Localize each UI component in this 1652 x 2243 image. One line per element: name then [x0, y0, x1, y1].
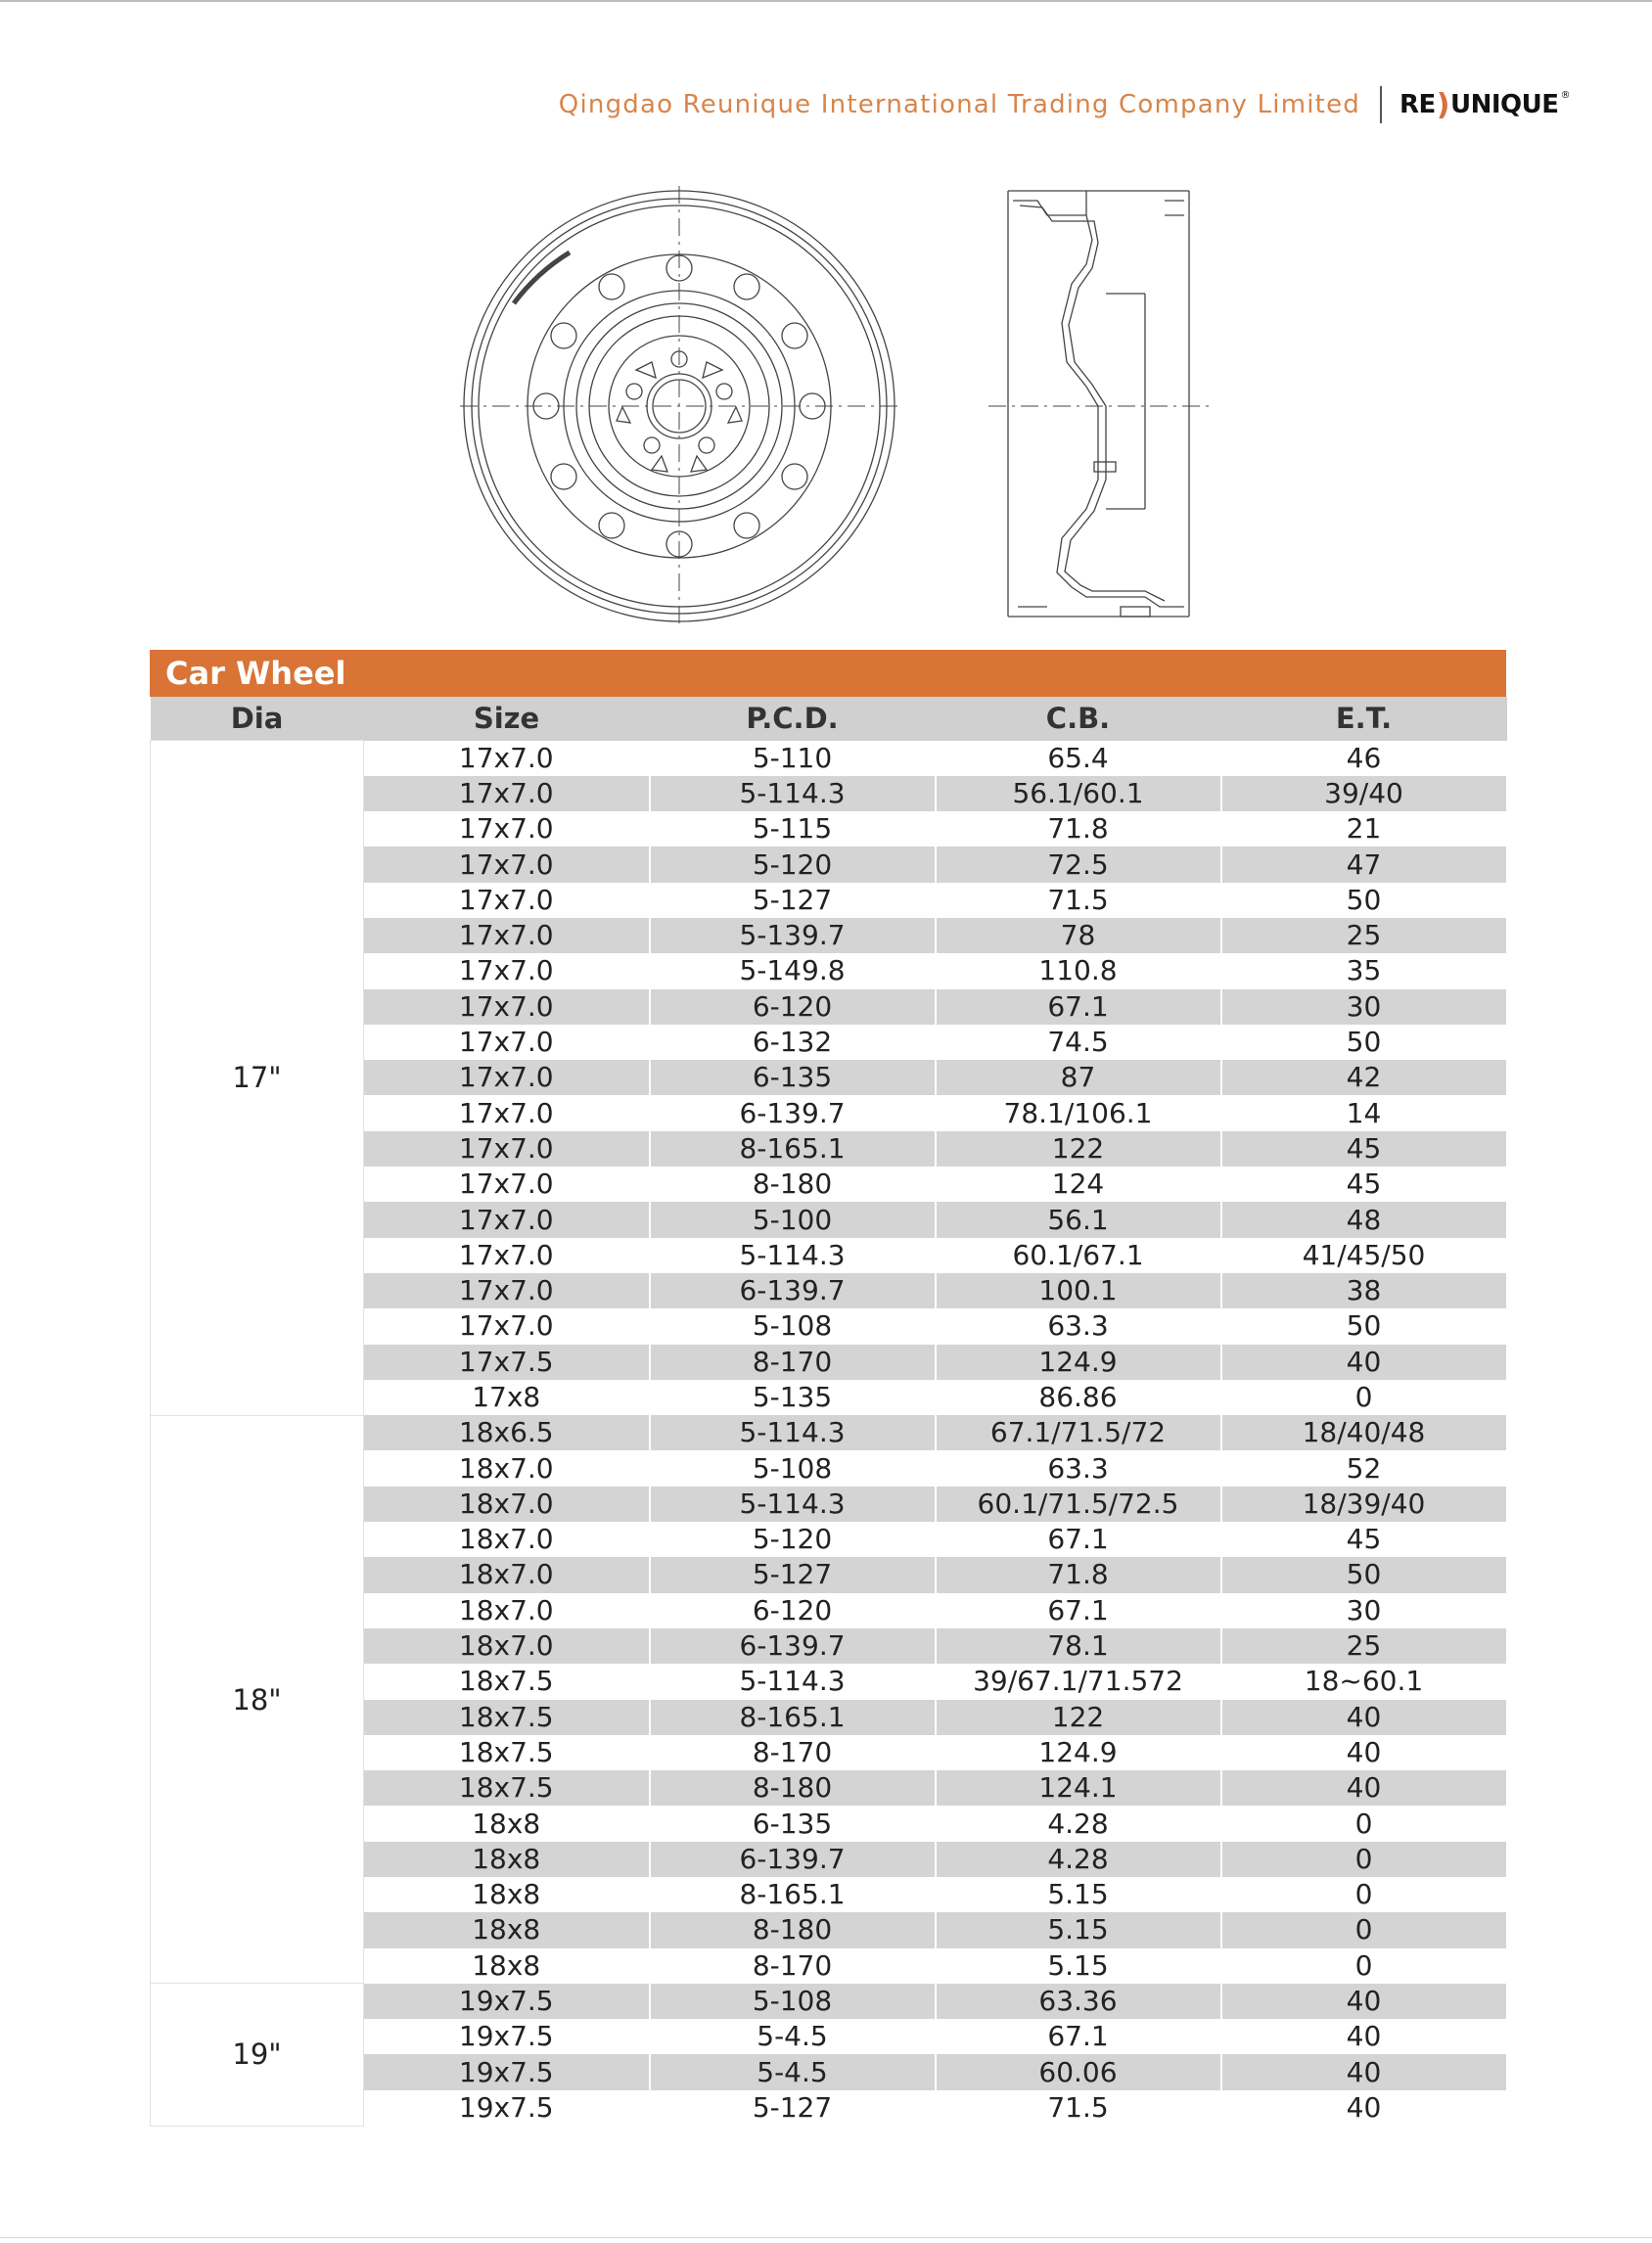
et-cell: 40 [1221, 1984, 1507, 2019]
pcd-cell: 5-120 [650, 1522, 936, 1557]
cb-cell: 4.28 [936, 1842, 1221, 1877]
size-cell: 18x8 [364, 1842, 650, 1877]
pcd-cell: 5-127 [650, 883, 936, 918]
et-cell: 0 [1221, 1912, 1507, 1947]
cb-cell: 5.15 [936, 1877, 1221, 1912]
pcd-cell: 6-139.7 [650, 1842, 936, 1877]
et-cell: 35 [1221, 953, 1507, 988]
size-cell: 19x7.5 [364, 2019, 650, 2054]
et-cell: 50 [1221, 883, 1507, 918]
size-cell: 17x7.5 [364, 1345, 650, 1380]
cb-cell: 122 [936, 1131, 1221, 1167]
size-cell: 17x7.0 [364, 883, 650, 918]
size-cell: 17x7.0 [364, 1273, 650, 1308]
size-cell: 18x8 [364, 1948, 650, 1984]
size-cell: 17x7.0 [364, 811, 650, 847]
et-cell: 40 [1221, 2054, 1507, 2089]
cb-cell: 65.4 [936, 741, 1221, 776]
table-title: Car Wheel [150, 650, 1506, 697]
cb-cell: 124.1 [936, 1770, 1221, 1806]
cb-cell: 4.28 [936, 1806, 1221, 1841]
pcd-cell: 8-180 [650, 1912, 936, 1947]
size-cell: 17x7.0 [364, 776, 650, 811]
wheel-technical-drawing [460, 186, 1223, 626]
size-cell: 18x7.0 [364, 1593, 650, 1628]
column-header-dia: Dia [151, 697, 364, 741]
et-cell: 0 [1221, 1948, 1507, 1984]
header-divider [1380, 86, 1382, 123]
cb-cell: 122 [936, 1700, 1221, 1735]
pcd-cell: 5-114.3 [650, 1415, 936, 1450]
et-cell: 30 [1221, 989, 1507, 1025]
logo-text-mid: ) [1436, 87, 1449, 122]
cb-cell: 39/67.1/71.572 [936, 1664, 1221, 1699]
et-cell: 40 [1221, 1700, 1507, 1735]
pcd-cell: 5-135 [650, 1380, 936, 1415]
page-header [559, 86, 1570, 123]
pcd-cell: 8-165.1 [650, 1877, 936, 1912]
et-cell: 18/39/40 [1221, 1487, 1507, 1522]
pcd-cell: 5-114.3 [650, 1664, 936, 1699]
et-cell: 14 [1221, 1095, 1507, 1130]
cb-cell: 60.06 [936, 2054, 1221, 2089]
pcd-cell: 6-139.7 [650, 1628, 936, 1664]
cb-cell: 5.15 [936, 1948, 1221, 1984]
et-cell: 45 [1221, 1167, 1507, 1202]
cb-cell: 71.8 [936, 811, 1221, 847]
et-cell: 30 [1221, 1593, 1507, 1628]
pcd-cell: 8-180 [650, 1770, 936, 1806]
pcd-cell: 5-127 [650, 2090, 936, 2126]
wheel-front-view [460, 186, 898, 626]
size-cell: 17x7.0 [364, 1167, 650, 1202]
size-cell: 18x7.0 [364, 1522, 650, 1557]
pcd-cell: 6-120 [650, 989, 936, 1025]
et-cell: 25 [1221, 918, 1507, 953]
car-wheel-table-container [150, 650, 1506, 2127]
pcd-cell: 6-135 [650, 1806, 936, 1841]
et-cell: 40 [1221, 1770, 1507, 1806]
pcd-cell: 5-4.5 [650, 2019, 936, 2054]
table-row [151, 741, 1507, 776]
et-cell: 39/40 [1221, 776, 1507, 811]
size-cell: 18x7.5 [364, 1770, 650, 1806]
table-header-row [151, 697, 1507, 741]
pcd-cell: 5-108 [650, 1308, 936, 1344]
pcd-cell: 5-127 [650, 1557, 936, 1592]
et-cell: 41/45/50 [1221, 1238, 1507, 1273]
size-cell: 18x7.0 [364, 1628, 650, 1664]
size-cell: 17x7.0 [364, 847, 650, 882]
pcd-cell: 5-114.3 [650, 1487, 936, 1522]
et-cell: 50 [1221, 1025, 1507, 1060]
cb-cell: 110.8 [936, 953, 1221, 988]
cb-cell: 60.1/71.5/72.5 [936, 1487, 1221, 1522]
pcd-cell: 5-114.3 [650, 1238, 936, 1273]
pcd-cell: 8-170 [650, 1948, 936, 1984]
size-cell: 18x7.5 [364, 1664, 650, 1699]
et-cell: 21 [1221, 811, 1507, 847]
size-cell: 18x8 [364, 1912, 650, 1947]
et-cell: 0 [1221, 1877, 1507, 1912]
pcd-cell: 6-139.7 [650, 1095, 936, 1130]
et-cell: 48 [1221, 1202, 1507, 1237]
et-cell: 42 [1221, 1060, 1507, 1095]
et-cell: 45 [1221, 1522, 1507, 1557]
et-cell: 50 [1221, 1557, 1507, 1592]
size-cell: 17x7.0 [364, 1131, 650, 1167]
pcd-cell: 8-170 [650, 1345, 936, 1380]
cb-cell: 87 [936, 1060, 1221, 1095]
et-cell: 38 [1221, 1273, 1507, 1308]
company-name: Qingdao Reunique International Trading Company Limited [558, 90, 1360, 119]
cb-cell: 60.1/67.1 [936, 1238, 1221, 1273]
pcd-cell: 5-110 [650, 741, 936, 776]
cb-cell: 72.5 [936, 847, 1221, 882]
cb-cell: 124.9 [936, 1735, 1221, 1770]
size-cell: 17x7.0 [364, 1060, 650, 1095]
logo-text-left: RE [1399, 90, 1436, 119]
pcd-cell: 5-115 [650, 811, 936, 847]
pcd-cell: 6-139.7 [650, 1273, 936, 1308]
cb-cell: 124 [936, 1167, 1221, 1202]
cb-cell: 67.1 [936, 2019, 1221, 2054]
dia-cell: 18" [151, 1415, 364, 1984]
pcd-cell: 5-114.3 [650, 776, 936, 811]
pcd-cell: 8-180 [650, 1167, 936, 1202]
table-row [151, 1984, 1507, 2019]
et-cell: 18~60.1 [1221, 1664, 1507, 1699]
table-body [151, 741, 1507, 2127]
size-cell: 19x7.5 [364, 2090, 650, 2126]
dia-cell: 19" [151, 1984, 364, 2126]
top-rule [0, 0, 1652, 2]
brand-logo [1400, 88, 1570, 122]
size-cell: 17x7.0 [364, 1025, 650, 1060]
size-cell: 17x7.0 [364, 1095, 650, 1130]
et-cell: 25 [1221, 1628, 1507, 1664]
size-cell: 17x7.0 [364, 741, 650, 776]
cb-cell: 71.8 [936, 1557, 1221, 1592]
et-cell: 40 [1221, 2019, 1507, 2054]
cb-cell: 67.1 [936, 989, 1221, 1025]
cb-cell: 67.1/71.5/72 [936, 1415, 1221, 1450]
pcd-cell: 5-149.8 [650, 953, 936, 988]
cb-cell: 124.9 [936, 1345, 1221, 1380]
pcd-cell: 5-120 [650, 847, 936, 882]
pcd-cell: 5-139.7 [650, 918, 936, 953]
et-cell: 45 [1221, 1131, 1507, 1167]
size-cell: 17x7.0 [364, 1202, 650, 1237]
cb-cell: 63.3 [936, 1450, 1221, 1486]
et-cell: 0 [1221, 1380, 1507, 1415]
et-cell: 50 [1221, 1308, 1507, 1344]
cb-cell: 67.1 [936, 1593, 1221, 1628]
table-row [151, 1415, 1507, 1450]
cb-cell: 78.1 [936, 1628, 1221, 1664]
bottom-rule [0, 2237, 1652, 2238]
logo-registered-mark: ® [1560, 89, 1570, 101]
size-cell: 17x7.0 [364, 989, 650, 1025]
et-cell: 40 [1221, 2090, 1507, 2126]
size-cell: 18x7.0 [364, 1487, 650, 1522]
pcd-cell: 5-108 [650, 1450, 936, 1486]
cb-cell: 56.1 [936, 1202, 1221, 1237]
cb-cell: 78 [936, 918, 1221, 953]
size-cell: 18x8 [364, 1806, 650, 1841]
column-header-pcd: P.C.D. [650, 697, 936, 741]
pcd-cell: 8-170 [650, 1735, 936, 1770]
cb-cell: 67.1 [936, 1522, 1221, 1557]
size-cell: 17x7.0 [364, 953, 650, 988]
size-cell: 18x6.5 [364, 1415, 650, 1450]
column-header-et: E.T. [1221, 697, 1507, 741]
size-cell: 18x7.0 [364, 1557, 650, 1592]
et-cell: 46 [1221, 741, 1507, 776]
cb-cell: 63.36 [936, 1984, 1221, 2019]
pcd-cell: 6-132 [650, 1025, 936, 1060]
pcd-cell: 8-165.1 [650, 1700, 936, 1735]
cb-cell: 71.5 [936, 883, 1221, 918]
cb-cell: 5.15 [936, 1912, 1221, 1947]
size-cell: 18x8 [364, 1877, 650, 1912]
et-cell: 18/40/48 [1221, 1415, 1507, 1450]
cb-cell: 71.5 [936, 2090, 1221, 2126]
column-header-size: Size [364, 697, 650, 741]
pcd-cell: 8-165.1 [650, 1131, 936, 1167]
pcd-cell: 5-100 [650, 1202, 936, 1237]
et-cell: 47 [1221, 847, 1507, 882]
size-cell: 17x7.0 [364, 1308, 650, 1344]
et-cell: 40 [1221, 1345, 1507, 1380]
car-wheel-table [150, 697, 1508, 2127]
size-cell: 18x7.5 [364, 1735, 650, 1770]
et-cell: 40 [1221, 1735, 1507, 1770]
cb-cell: 74.5 [936, 1025, 1221, 1060]
cb-cell: 56.1/60.1 [936, 776, 1221, 811]
et-cell: 0 [1221, 1842, 1507, 1877]
cb-cell: 100.1 [936, 1273, 1221, 1308]
column-header-cb: C.B. [936, 697, 1221, 741]
cb-cell: 63.3 [936, 1308, 1221, 1344]
size-cell: 17x8 [364, 1380, 650, 1415]
size-cell: 18x7.5 [364, 1700, 650, 1735]
wheel-section-view [988, 191, 1209, 617]
size-cell: 17x7.0 [364, 1238, 650, 1273]
dia-cell: 17" [151, 741, 364, 1416]
pcd-cell: 5-108 [650, 1984, 936, 2019]
pcd-cell: 6-120 [650, 1593, 936, 1628]
cb-cell: 78.1/106.1 [936, 1095, 1221, 1130]
size-cell: 18x7.0 [364, 1450, 650, 1486]
pcd-cell: 6-135 [650, 1060, 936, 1095]
size-cell: 19x7.5 [364, 1984, 650, 2019]
et-cell: 0 [1221, 1806, 1507, 1841]
size-cell: 17x7.0 [364, 918, 650, 953]
pcd-cell: 5-4.5 [650, 2054, 936, 2089]
logo-text-right: UNIQUE [1449, 90, 1559, 119]
size-cell: 19x7.5 [364, 2054, 650, 2089]
cb-cell: 86.86 [936, 1380, 1221, 1415]
et-cell: 52 [1221, 1450, 1507, 1486]
